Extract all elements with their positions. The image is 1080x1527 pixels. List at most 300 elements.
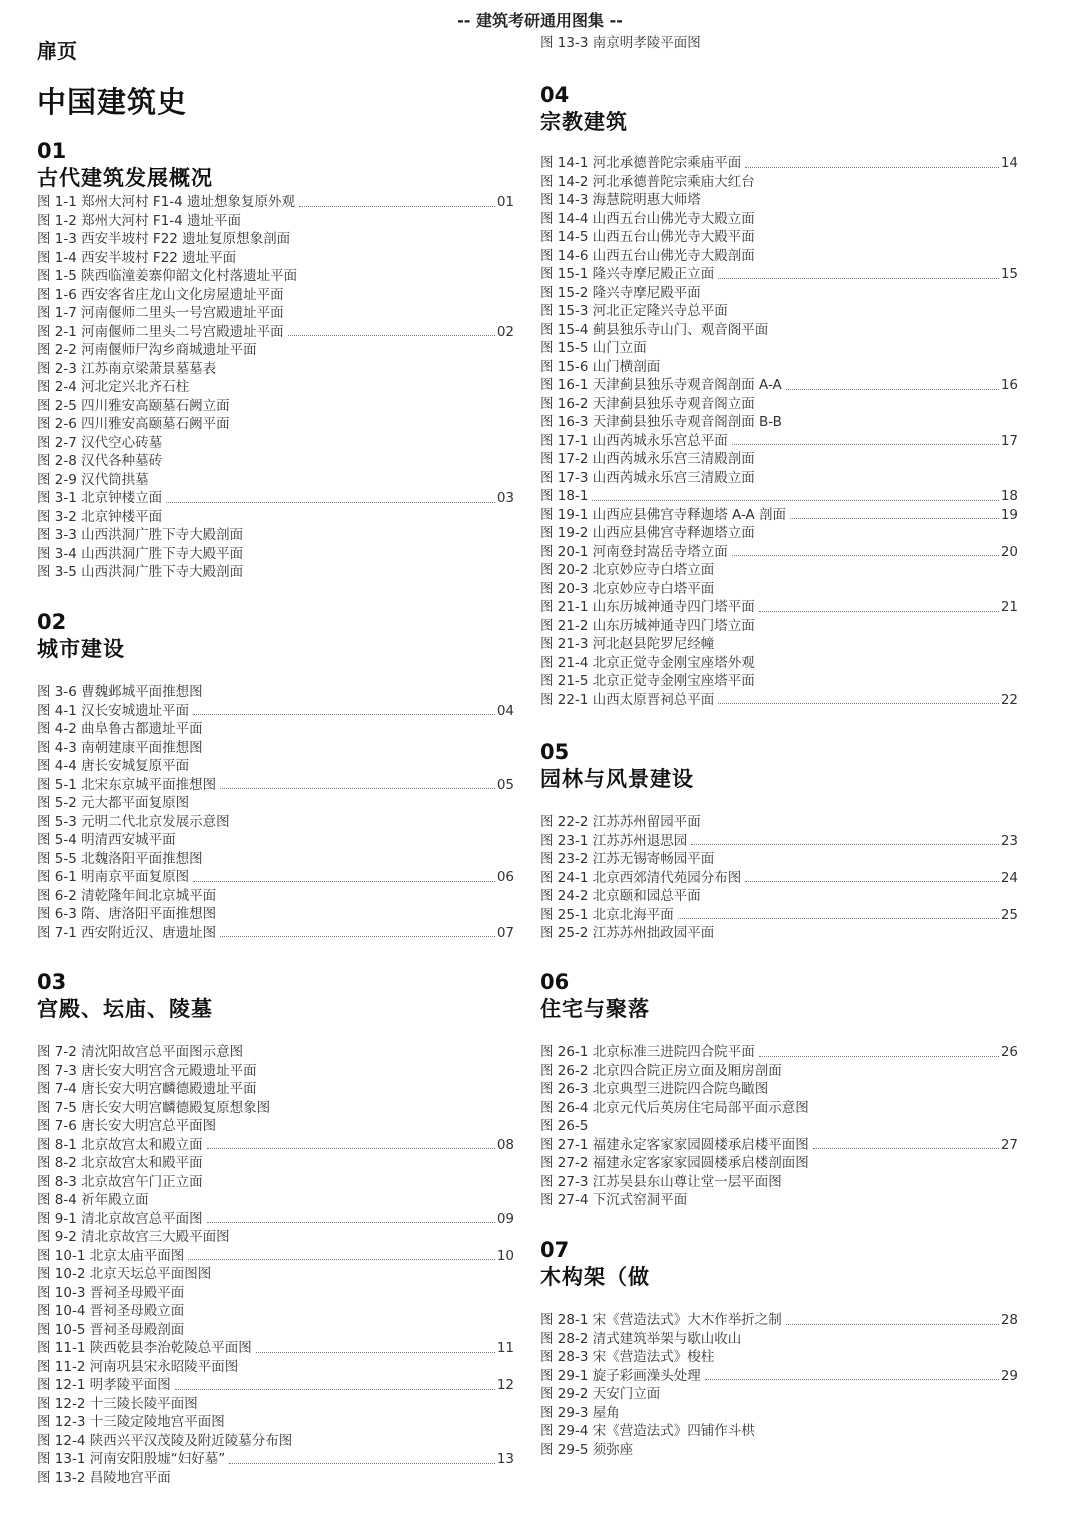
- toc-list: [37, 193, 514, 582]
- toc-list: [540, 1311, 1018, 1459]
- toc-entry-label: 图 4-2 曲阜鲁古都遗址平面: [37, 721, 203, 737]
- toc-entry[interactable]: [37, 563, 514, 582]
- toc-entry[interactable]: [37, 452, 514, 471]
- toc-entry[interactable]: [37, 230, 514, 249]
- toc-entry[interactable]: [540, 598, 1018, 617]
- toc-entry[interactable]: [37, 212, 514, 231]
- toc-entry[interactable]: [540, 210, 1018, 229]
- toc-entry-label: 图 29-3 屋角: [540, 1404, 620, 1421]
- toc-entry-label: 图 7-1 西安附近汉、唐遗址图: [37, 924, 217, 941]
- toc-entry[interactable]: [540, 580, 1018, 599]
- toc-entry[interactable]: [540, 1117, 1018, 1136]
- section-title: 木构架（做: [540, 1265, 650, 1289]
- toc-entry-label: 图 14-6 山西五台山佛光寺大殿剖面: [540, 247, 755, 264]
- toc-page-number: 15: [1000, 266, 1018, 282]
- toc-entry-label: 图 1-7 河南偃师二里头一号宫殿遗址平面: [37, 305, 284, 321]
- toc-entry[interactable]: [37, 1099, 514, 1118]
- toc-entry-label: 图 18-1: [540, 488, 589, 504]
- dot-leader: [759, 1056, 999, 1057]
- toc-entry[interactable]: [37, 813, 514, 832]
- section-number: 01: [37, 139, 67, 163]
- dot-leader: [592, 500, 998, 501]
- toc-entry-label: 图 2-5 四川雅安高颐墓石阙立面: [37, 397, 230, 414]
- toc-entry[interactable]: [37, 1062, 514, 1081]
- toc-entry-label: 图 2-3 江苏南京梁萧景墓墓表: [37, 360, 217, 377]
- toc-entry-label: 图 26-3 北京典型三进院四合院鸟瞰图: [540, 1081, 769, 1097]
- toc-entry[interactable]: [540, 358, 1018, 377]
- toc-entry-label: 图 28-2 清式建筑举架与歇山收山: [540, 1330, 742, 1347]
- toc-entry-label: 图 1-1 郑州大河村 F1-4 遗址想象复原外观: [37, 194, 296, 210]
- toc-entry-label: 图 12-1 明孝陵平面图: [37, 1377, 171, 1393]
- toc-entry-label: 图 6-1 明南京平面复原图: [37, 869, 190, 885]
- toc-entry-label: 图 13-3 南京明孝陵平面图: [540, 35, 701, 51]
- toc-entry-label: 图 3-1 北京钟楼立面: [37, 490, 163, 506]
- toc-entry[interactable]: [37, 471, 514, 490]
- section-number: 02: [37, 610, 67, 634]
- toc-page-number: 16: [1000, 377, 1018, 393]
- toc-entry[interactable]: [540, 487, 1018, 506]
- toc-entry[interactable]: [540, 191, 1018, 210]
- toc-entry[interactable]: [37, 415, 514, 434]
- toc-entry-label: 图 29-2 天安门立面: [540, 1386, 661, 1402]
- toc-entry[interactable]: [540, 1191, 1018, 1210]
- dot-leader: [759, 611, 999, 612]
- toc-page-number: 13: [496, 1451, 514, 1467]
- toc-entry[interactable]: [37, 193, 514, 212]
- toc-entry-label: 图 8-2 北京故宫太和殿平面: [37, 1155, 203, 1171]
- toc-entry[interactable]: [540, 1348, 1018, 1367]
- section-01: [37, 138, 514, 582]
- toc-entry-label: 图 27-3 江苏吴县东山尊让堂一层平面图: [540, 1173, 782, 1190]
- toc-page-number: 11: [496, 1340, 514, 1356]
- toc-entry-label: 图 14-4 山西五台山佛光寺大殿立面: [540, 210, 755, 227]
- dot-leader: [256, 1352, 495, 1353]
- toc-page-number: 02: [496, 323, 514, 340]
- dot-leader: [705, 1379, 999, 1380]
- toc-entry[interactable]: [37, 887, 514, 906]
- toc-entry-label: 图 5-2 元大都平面复原图: [37, 795, 190, 811]
- toc-entry-label: 图 13-1 河南安阳殷墟“妇好墓”: [37, 1451, 226, 1467]
- toc-entry-label: 图 1-6 西安客省庄龙山文化房屋遗址平面: [37, 286, 284, 303]
- toc-entry[interactable]: [37, 1247, 514, 1266]
- toc-entry-label: 图 19-2 山西应县佛宫寺释迦塔立面: [540, 525, 755, 541]
- toc-entry-label: 图 12-4 陕西兴平汉茂陵及附近陵墓分布图: [37, 1432, 293, 1449]
- toc-entry-label: 图 5-4 明清西安城平面: [37, 832, 176, 848]
- dot-leader: [786, 389, 999, 390]
- toc-entry-label: 图 17-2 山西芮城永乐宫三清殿剖面: [540, 451, 755, 467]
- dot-leader: [813, 1148, 999, 1149]
- toc-entry[interactable]: [540, 432, 1018, 451]
- toc-entry[interactable]: [540, 617, 1018, 636]
- toc-entry-label: 图 28-1 宋《营造法式》大木作举折之制: [540, 1312, 782, 1328]
- toc-entry-label: 图 8-3 北京故宫午门正立面: [37, 1173, 203, 1190]
- toc-entry[interactable]: [540, 321, 1018, 340]
- toc-entry[interactable]: [540, 813, 1018, 832]
- toc-entry[interactable]: [540, 869, 1018, 888]
- section-number: 03: [37, 970, 67, 994]
- dot-leader: [193, 714, 495, 715]
- toc-page-number: 24: [1000, 869, 1018, 886]
- toc-list-continued: [540, 34, 1018, 53]
- toc-entry[interactable]: [37, 1043, 514, 1062]
- toc-entry[interactable]: [37, 1413, 514, 1432]
- toc-entry[interactable]: [37, 739, 514, 758]
- toc-entry-label: 图 14-2 河北承德普陀宗乘庙大红台: [540, 173, 755, 190]
- toc-entry[interactable]: [37, 1432, 514, 1451]
- toc-entry[interactable]: [540, 1043, 1018, 1062]
- toc-entry-label: 图 21-3 河北赵县陀罗尼经幢: [540, 636, 715, 652]
- section-number: 06: [540, 970, 570, 994]
- section-number: 04: [540, 83, 570, 107]
- toc-entry[interactable]: [540, 1311, 1018, 1330]
- toc-entry-label: 图 27-2 福建永定客家家园圆楼承启楼剖面图: [540, 1155, 809, 1171]
- toc-entry[interactable]: [540, 1154, 1018, 1173]
- toc-entry-label: 图 28-3 宋《营造法式》梭柱: [540, 1349, 715, 1365]
- toc-page-number: 22: [1000, 691, 1018, 708]
- toc-entry[interactable]: [540, 1367, 1018, 1386]
- toc-entry[interactable]: [540, 376, 1018, 395]
- toc-entry-label: 图 15-3 河北正定隆兴寺总平面: [540, 303, 728, 319]
- toc-entry-label: 图 15-5 山门立面: [540, 340, 647, 356]
- toc-entry-label: 图 7-5 唐长安大明宫麟德殿复原想象图: [37, 1099, 271, 1116]
- toc-entry-label: 图 26-5: [540, 1118, 589, 1134]
- toc-page-number: 28: [1000, 1312, 1018, 1328]
- toc-entry-label: 图 15-4 蓟县独乐寺山门、观音阁平面: [540, 321, 769, 338]
- toc-entry[interactable]: [540, 34, 1018, 53]
- toc-page-number: 29: [1000, 1367, 1018, 1384]
- toc-entry-label: 图 16-1 天津蓟县独乐寺观音阁剖面 A-A: [540, 377, 782, 393]
- dot-leader: [786, 1324, 999, 1325]
- dot-leader: [220, 936, 495, 937]
- toc-entry-label: 图 21-5 北京正觉寺金刚宝座塔平面: [540, 673, 755, 689]
- toc-entry[interactable]: [37, 397, 514, 416]
- toc-entry[interactable]: [37, 434, 514, 453]
- toc-page-number: 23: [1000, 832, 1018, 849]
- toc-entry-label: 图 7-2 清沈阳故宫总平面图示意图: [37, 1044, 244, 1060]
- toc-entry[interactable]: [540, 635, 1018, 654]
- section-02: [37, 609, 514, 942]
- toc-entry-label: 图 2-7 汉代空心砖墓: [37, 434, 163, 451]
- toc-entry-label: 图 11-2 河南巩县宋永昭陵平面图: [37, 1358, 239, 1375]
- toc-entry[interactable]: [37, 1265, 514, 1284]
- toc-entry[interactable]: [37, 323, 514, 342]
- toc-entry-label: 图 20-2 北京妙应寺白塔立面: [540, 562, 715, 578]
- toc-entry[interactable]: [540, 302, 1018, 321]
- toc-entry[interactable]: [540, 1330, 1018, 1349]
- toc-entry[interactable]: [540, 1385, 1018, 1404]
- dot-leader: [188, 1259, 495, 1260]
- toc-entry[interactable]: [37, 1228, 514, 1247]
- toc-entry[interactable]: [540, 691, 1018, 710]
- toc-entry-label: 图 6-3 隋、唐洛阳平面推想图: [37, 906, 217, 922]
- toc-page-number: 09: [496, 1210, 514, 1227]
- toc-entry-label: 图 2-2 河南偃师尸沟乡商城遗址平面: [37, 342, 257, 358]
- toc-page-number: 27: [1000, 1136, 1018, 1153]
- toc-entry-label: 图 26-1 北京标准三进院四合院平面: [540, 1044, 755, 1060]
- toc-entry[interactable]: [37, 868, 514, 887]
- dot-leader: [299, 206, 495, 207]
- toc-entry[interactable]: [37, 1173, 514, 1192]
- toc-entry-label: 图 2-6 四川雅安高颐墓石阙平面: [37, 416, 230, 432]
- section-number: 07: [540, 1238, 570, 1262]
- flyleaf-label: 扉页: [37, 39, 77, 63]
- dot-leader: [718, 703, 999, 704]
- toc-entry[interactable]: [37, 1284, 514, 1303]
- toc-entry-label: 图 12-2 十三陵长陵平面图: [37, 1395, 198, 1412]
- section-title: 宫殿、坛庙、陵墓: [37, 997, 213, 1021]
- toc-entry[interactable]: [37, 1191, 514, 1210]
- toc-entry[interactable]: [37, 850, 514, 869]
- toc-page-number: 19: [1000, 506, 1018, 523]
- toc-list: [540, 154, 1018, 709]
- toc-entry[interactable]: [540, 506, 1018, 525]
- toc-page-number: 14: [1000, 155, 1018, 171]
- toc-entry-label: 图 1-4 西安半坡村 F22 遗址平面: [37, 249, 237, 266]
- toc-entry[interactable]: [37, 905, 514, 924]
- toc-entry[interactable]: [37, 1339, 514, 1358]
- toc-entry-label: 图 26-4 北京元代后英房住宅局部平面示意图: [540, 1099, 809, 1116]
- toc-entry[interactable]: [540, 1404, 1018, 1423]
- dot-leader: [288, 335, 495, 336]
- toc-entry[interactable]: [37, 720, 514, 739]
- toc-entry-label: 图 5-3 元明二代北京发展示意图: [37, 813, 230, 830]
- toc-entry[interactable]: [540, 247, 1018, 266]
- toc-entry-label: 图 9-1 清北京故宫总平面图: [37, 1210, 203, 1227]
- toc-entry[interactable]: [37, 702, 514, 721]
- toc-entry[interactable]: [37, 545, 514, 564]
- toc-entry[interactable]: [37, 683, 514, 702]
- toc-entry[interactable]: [540, 524, 1018, 543]
- toc-entry-label: 图 3-2 北京钟楼平面: [37, 508, 163, 525]
- toc-entry-label: 图 3-5 山西洪洞广胜下寺大殿剖面: [37, 564, 244, 580]
- toc-entry[interactable]: [540, 850, 1018, 869]
- toc-entry[interactable]: [37, 526, 514, 545]
- toc-entry[interactable]: [37, 341, 514, 360]
- toc-page-number: 25: [1000, 906, 1018, 923]
- dot-leader: [745, 881, 999, 882]
- toc-entry[interactable]: [37, 1321, 514, 1340]
- toc-entry-label: 图 15-2 隆兴寺摩尼殿平面: [540, 284, 701, 301]
- toc-entry-label: 图 25-1 北京北海平面: [540, 906, 674, 923]
- toc-entry[interactable]: [37, 776, 514, 795]
- toc-entry[interactable]: [37, 1154, 514, 1173]
- toc-entry[interactable]: [540, 1062, 1018, 1081]
- dot-leader: [220, 788, 495, 789]
- toc-entry[interactable]: [37, 360, 514, 379]
- section-03: [37, 969, 514, 1487]
- toc-entry[interactable]: [540, 924, 1018, 943]
- toc-entry-label: 图 3-4 山西洪洞广胜下寺大殿平面: [37, 545, 244, 562]
- toc-entry-label: 图 5-5 北魏洛阳平面推想图: [37, 850, 203, 867]
- toc-entry[interactable]: [540, 1422, 1018, 1441]
- section-05: [540, 739, 1018, 943]
- toc-entry[interactable]: [540, 228, 1018, 247]
- toc-entry[interactable]: [540, 1080, 1018, 1099]
- toc-entry[interactable]: [540, 284, 1018, 303]
- section-06: [540, 969, 1018, 1210]
- toc-entry-label: 图 14-3 海慧院明惠大师塔: [540, 192, 701, 208]
- toc-entry-label: 图 24-1 北京西郊清代苑园分布图: [540, 869, 742, 886]
- dot-leader: [678, 918, 999, 919]
- toc-entry-label: 图 17-1 山西芮城永乐宫总平面: [540, 432, 728, 449]
- toc-page-number: 21: [1000, 599, 1018, 615]
- toc-entry-label: 图 13-2 昌陵地宫平面: [37, 1469, 171, 1486]
- toc-entry-label: 图 16-2 天津蓟县独乐寺观音阁立面: [540, 395, 755, 412]
- toc-entry-label: 图 26-2 北京四合院正房立面及厢房剖面: [540, 1062, 782, 1079]
- toc-entry[interactable]: [37, 267, 514, 286]
- toc-entry-label: 图 15-6 山门横剖面: [540, 358, 661, 375]
- toc-entry-label: 图 10-1 北京太庙平面图: [37, 1247, 185, 1264]
- toc-entry-label: 图 4-4 唐长安城复原平面: [37, 758, 190, 774]
- toc-entry[interactable]: [540, 154, 1018, 173]
- section-title: 宗教建筑: [540, 110, 628, 134]
- dot-leader: [745, 167, 999, 168]
- toc-entry[interactable]: [37, 489, 514, 508]
- toc-entry[interactable]: [37, 249, 514, 268]
- toc-entry[interactable]: [37, 1395, 514, 1414]
- toc-list: [540, 813, 1018, 943]
- toc-page-number: 06: [496, 869, 514, 885]
- toc-entry[interactable]: [37, 757, 514, 776]
- toc-entry-label: 图 1-3 西安半坡村 F22 遗址复原想象剖面: [37, 231, 291, 247]
- toc-entry-label: 图 1-2 郑州大河村 F1-4 遗址平面: [37, 212, 242, 229]
- dot-leader: [790, 518, 999, 519]
- toc-entry-label: 图 8-1 北京故宫太和殿立面: [37, 1136, 203, 1153]
- toc-entry[interactable]: [37, 1302, 514, 1321]
- toc-entry-label: 图 14-1 河北承德普陀宗乘庙平面: [540, 155, 742, 171]
- toc-entry-label: 图 25-2 江苏苏州拙政园平面: [540, 925, 715, 941]
- toc-entry[interactable]: [540, 543, 1018, 562]
- toc-entry[interactable]: [540, 672, 1018, 691]
- toc-entry-label: 图 10-2 北京天坛总平面图图: [37, 1266, 212, 1282]
- toc-entry-label: 图 3-6 曹魏邺城平面推想图: [37, 684, 203, 700]
- dot-leader: [229, 1463, 495, 1464]
- toc-entry-label: 图 21-1 山东历城神通寺四门塔平面: [540, 599, 755, 615]
- section-title: 住宅与聚落: [540, 997, 650, 1021]
- toc-entry-label: 图 6-2 清乾隆年间北京城平面: [37, 887, 217, 904]
- toc-entry[interactable]: [540, 906, 1018, 925]
- toc-entry-label: 图 29-4 宋《营造法式》四铺作斗栱: [540, 1423, 755, 1439]
- dot-leader: [207, 1148, 495, 1149]
- toc-page-number: 05: [496, 776, 514, 793]
- toc-page-number: 26: [1000, 1044, 1018, 1060]
- toc-entry-label: 图 20-1 河南登封嵩岳寺塔立面: [540, 543, 728, 560]
- toc-entry[interactable]: [37, 831, 514, 850]
- toc-page-number: 04: [496, 702, 514, 719]
- toc-entry[interactable]: [540, 395, 1018, 414]
- toc-entry[interactable]: [540, 1173, 1018, 1192]
- toc-entry[interactable]: [37, 1376, 514, 1395]
- toc-entry-label: 图 7-4 唐长安大明宫麟德殿遗址平面: [37, 1081, 257, 1097]
- toc-entry-label: 图 2-8 汉代各种墓砖: [37, 453, 163, 469]
- toc-entry-label: 图 23-1 江苏苏州退思园: [540, 832, 688, 849]
- toc-entry-label: 图 15-1 隆兴寺摩尼殿正立面: [540, 266, 715, 282]
- toc-list: [540, 1043, 1018, 1210]
- toc-entry[interactable]: [37, 378, 514, 397]
- toc-entry[interactable]: [540, 413, 1018, 432]
- toc-entry-label: 图 7-3 唐长安大明宫含元殿遗址平面: [37, 1062, 257, 1079]
- dot-leader: [175, 1389, 495, 1390]
- toc-entry-label: 图 2-4 河北定兴北齐石柱: [37, 379, 190, 395]
- toc-entry[interactable]: [540, 832, 1018, 851]
- toc-entry[interactable]: [540, 450, 1018, 469]
- book-title: 中国建筑史: [37, 85, 188, 119]
- toc-entry-label: 图 21-4 北京正觉寺金刚宝座塔外观: [540, 654, 755, 671]
- toc-entry[interactable]: [540, 887, 1018, 906]
- toc-entry-label: 图 7-6 唐长安大明宫总平面图: [37, 1118, 217, 1134]
- toc-list: [37, 1043, 514, 1487]
- toc-entry-label: 图 10-3 晋祠圣母殿平面: [37, 1284, 185, 1301]
- toc-entry-label: 图 4-3 南朝建康平面推想图: [37, 739, 203, 756]
- dot-leader: [732, 555, 999, 556]
- toc-entry-label: 图 27-1 福建永定客家家园圆楼承启楼平面图: [540, 1136, 809, 1153]
- section-number: 05: [540, 740, 570, 764]
- toc-entry[interactable]: [37, 1210, 514, 1229]
- dot-leader: [193, 881, 495, 882]
- toc-entry-label: 图 19-1 山西应县佛宫寺释迦塔 A-A 剖面: [540, 506, 787, 523]
- toc-entry-label: 图 2-1 河南偃师二里头二号宫殿遗址平面: [37, 323, 284, 340]
- running-header: -- 建筑考研通用图集 --: [457, 11, 623, 30]
- section-07: [540, 1237, 1018, 1459]
- toc-entry[interactable]: [540, 1136, 1018, 1155]
- toc-entry[interactable]: [540, 1441, 1018, 1460]
- toc-page-number: 03: [496, 490, 514, 506]
- toc-entry-label: 图 5-1 北宋东京城平面推想图: [37, 776, 217, 793]
- dot-leader: [166, 502, 495, 503]
- dot-leader: [718, 278, 999, 279]
- toc-entry-label: 图 2-9 汉代筒拱墓: [37, 471, 149, 488]
- toc-entry[interactable]: [37, 286, 514, 305]
- toc-entry[interactable]: [37, 1469, 514, 1488]
- toc-page-number: 20: [1000, 543, 1018, 560]
- dot-leader: [732, 444, 999, 445]
- toc-entry[interactable]: [37, 304, 514, 323]
- toc-entry[interactable]: [37, 1136, 514, 1155]
- toc-page-number: 12: [496, 1377, 514, 1393]
- toc-entry[interactable]: [37, 508, 514, 527]
- toc-entry-label: 图 23-2 江苏无锡寄畅园平面: [540, 851, 715, 867]
- toc-entry[interactable]: [540, 1099, 1018, 1118]
- toc-entry[interactable]: [37, 1358, 514, 1377]
- toc-page-number: 17: [1000, 432, 1018, 449]
- toc-entry[interactable]: [37, 1117, 514, 1136]
- toc-entry[interactable]: [37, 924, 514, 943]
- toc-entry[interactable]: [540, 265, 1018, 284]
- toc-entry-label: 图 1-5 陕西临潼姜寨仰韶文化村落遗址平面: [37, 268, 298, 284]
- toc-entry[interactable]: [37, 1450, 514, 1469]
- section-title: 古代建筑发展概况: [37, 166, 213, 190]
- toc-entry-label: 图 11-1 陕西乾县李治乾陵总平面图: [37, 1340, 252, 1356]
- toc-page-number: 01: [496, 194, 514, 210]
- toc-entry-label: 图 12-3 十三陵定陵地宫平面图: [37, 1414, 225, 1430]
- toc-entry[interactable]: [37, 1080, 514, 1099]
- toc-entry[interactable]: [540, 654, 1018, 673]
- section-title: 园林与风景建设: [540, 767, 694, 791]
- toc-entry[interactable]: [37, 794, 514, 813]
- toc-entry-label: 图 9-2 清北京故宫三大殿平面图: [37, 1229, 230, 1245]
- toc-entry[interactable]: [540, 469, 1018, 488]
- toc-entry[interactable]: [540, 173, 1018, 192]
- toc-entry-label: 图 10-5 晋祠圣母殿剖面: [37, 1321, 185, 1338]
- toc-entry-label: 图 29-1 旋子彩画澡头处理: [540, 1367, 701, 1384]
- toc-entry[interactable]: [540, 561, 1018, 580]
- toc-entry[interactable]: [540, 339, 1018, 358]
- toc-entry-label: 图 20-3 北京妙应寺白塔平面: [540, 580, 715, 597]
- toc-entry-label: 图 14-5 山西五台山佛光寺大殿平面: [540, 229, 755, 245]
- dot-leader: [691, 844, 999, 845]
- toc-page-number: 08: [496, 1136, 514, 1153]
- toc-entry-label: 图 4-1 汉长安城遗址平面: [37, 702, 190, 719]
